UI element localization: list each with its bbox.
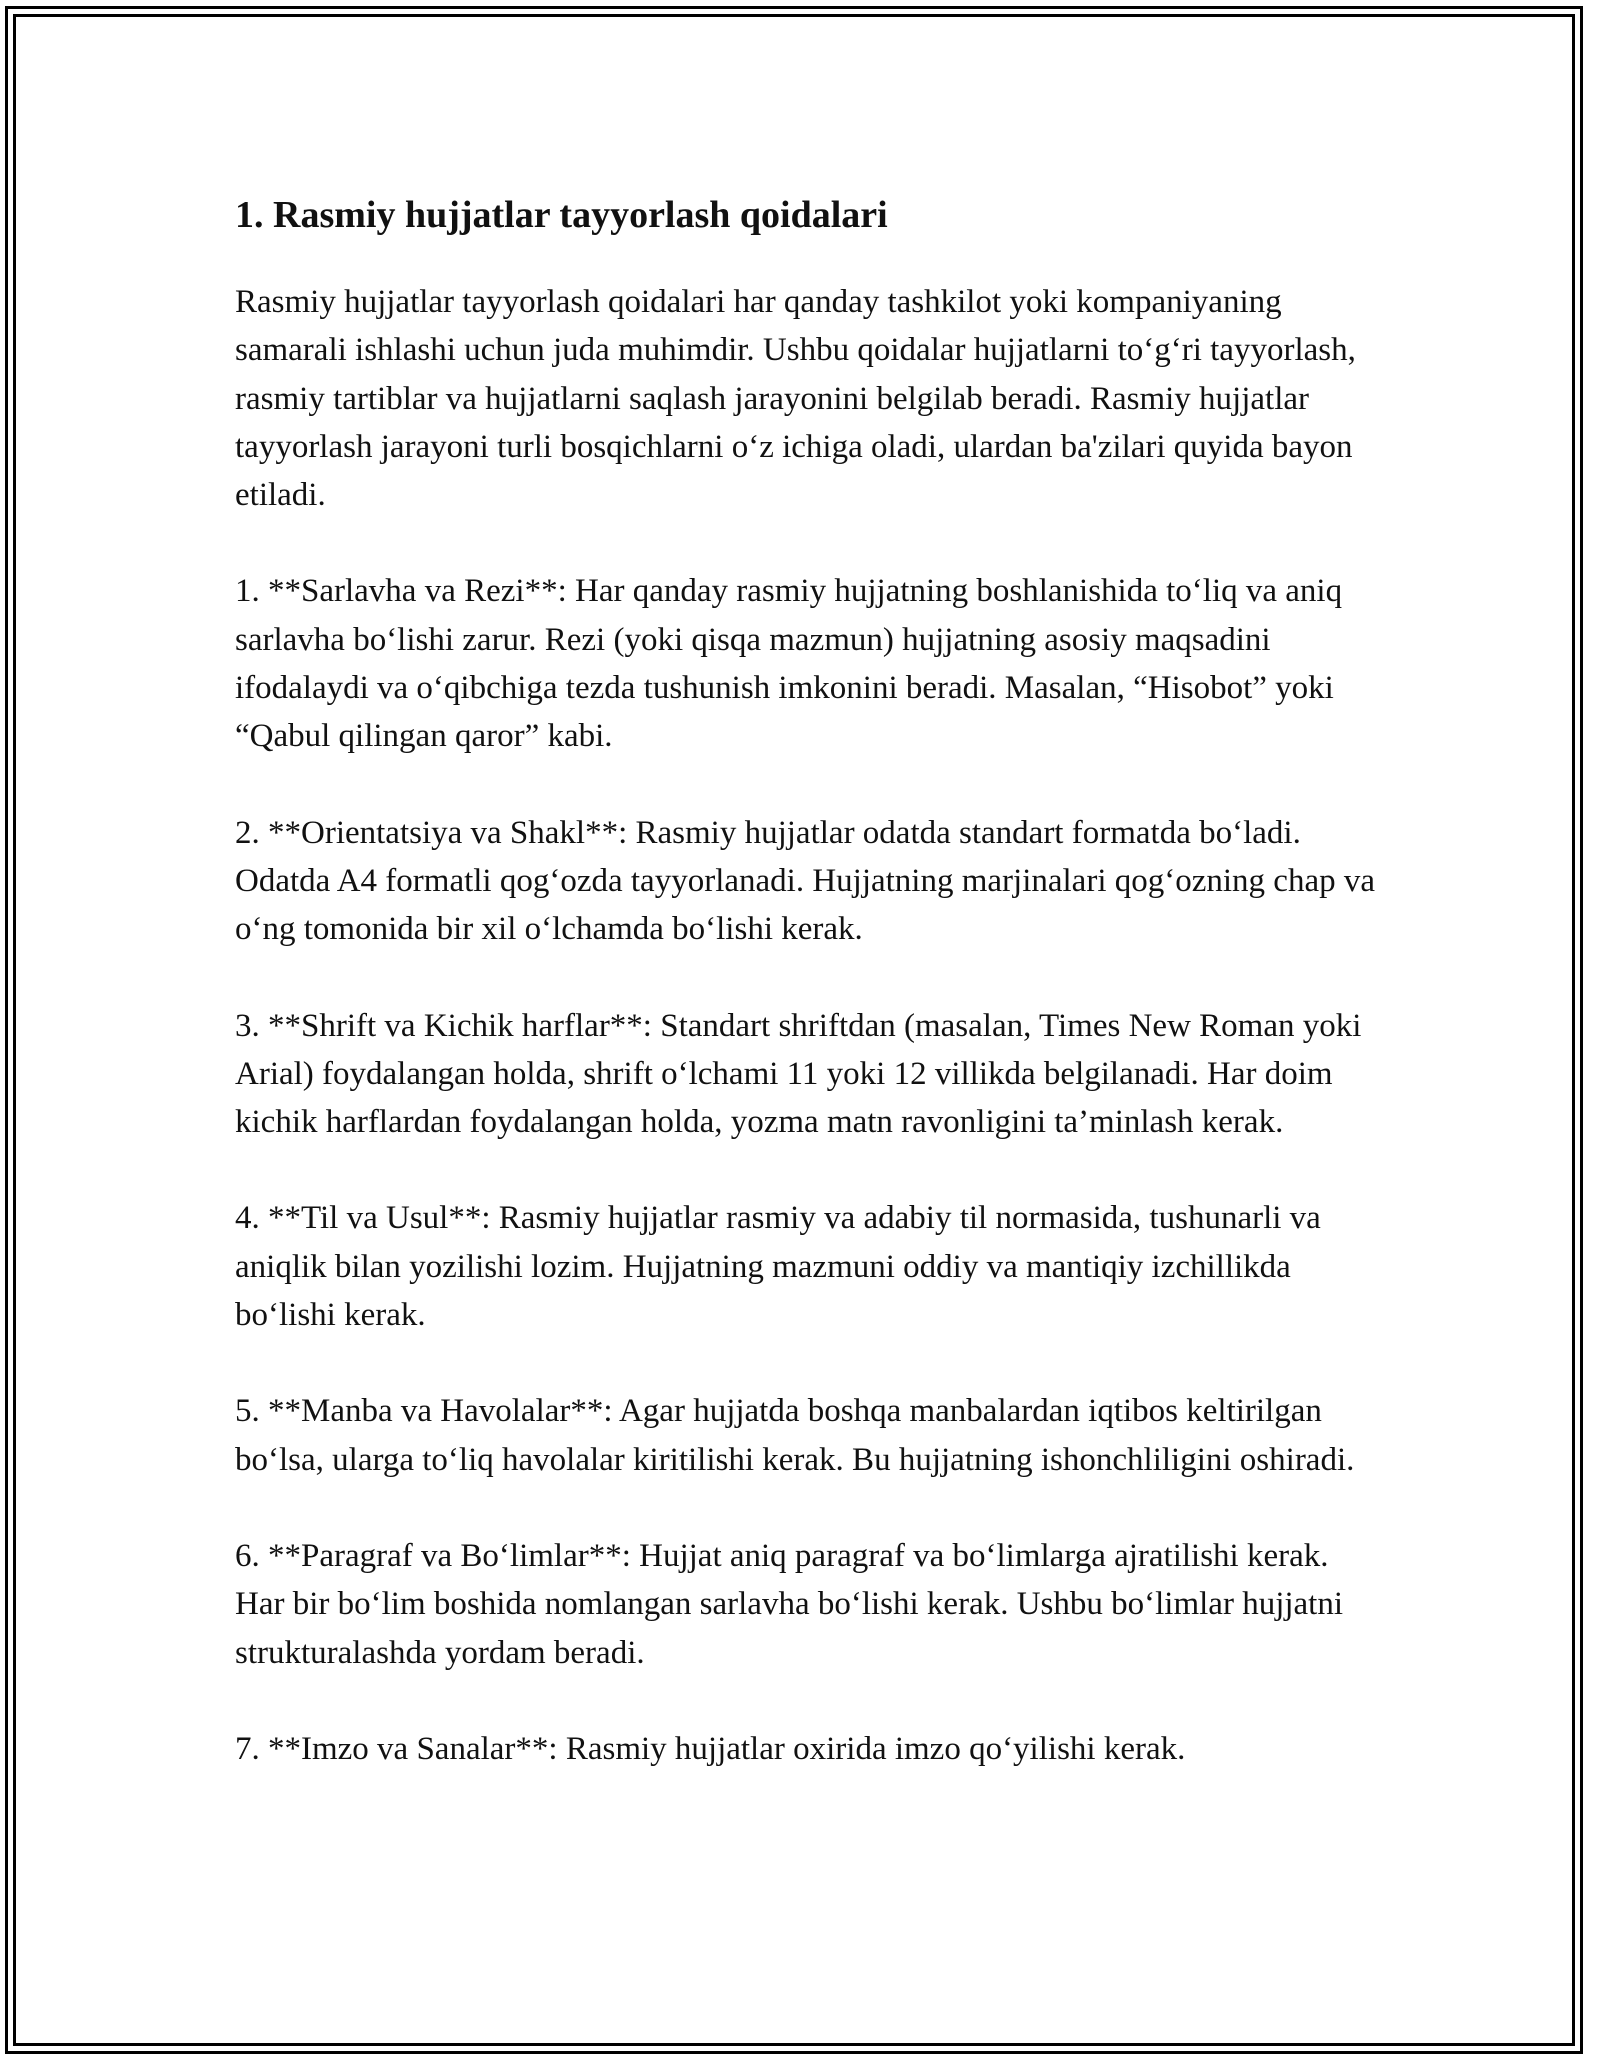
rule-paragraph-4: 4. **Til va Usul**: Rasmiy hujjatlar rasmiy va adabiy til normasida, tushunarli va aniqlik bilan yozilishi lozim. Hujjatning mazmuni oddiy va mantiqiy izchillikda bo‘lishi kerak. [235, 1200, 1321, 1334]
document-title: 1. Rasmiy hujjatlar tayyorlash qoidalari [235, 194, 888, 236]
rule-paragraph-3: 3. **Shrift va Kichik harflar**: Standart shriftdan (masalan, Times New Roman yoki Arial) foydalangan holda, shrift o‘lchami 11 yoki 12 villikda belgilanadi. Har doim kichik harflardan foydalangan holda, yozma matn ravonligini ta’minlash kerak. [235, 1007, 1362, 1141]
document-body [235, 186, 1375, 1821]
rule-paragraph-2: 2. **Orientatsiya va Shakl**: Rasmiy hujjatlar odatda standart formatda bo‘ladi. Odatda A4 formatli qog‘ozda tayyorlanadi. Hujjatning marjinalari qog‘ozning chap va o‘ng tomonida bir xil o‘lchamda bo‘lishi kerak. [235, 814, 1375, 948]
rule-paragraph-1: 1. **Sarlavha va Rezi**: Har qanday rasmiy hujjatning boshlanishida to‘liq va aniq sarlavha bo‘lishi zarur. Rezi (yoki qisqa mazmun) hujjatning asosiy maqsadini ifodalaydi va o‘qibchiga tezda tushunish imkonini beradi. Masalan, “Hisobot” yoki “Qabul qilingan qaror” kabi. [235, 573, 1343, 755]
intro-paragraph: Rasmiy hujjatlar tayyorlash qoidalari har qanday tashkilot yoki kompaniyaning samarali ishlashi uchun juda muhimdir. Ushbu qoidalar hujjatlarni to‘g‘ri tayyorlash, rasmiy tartiblar va hujjatlarni saqlash jarayonini belgilab beradi. Rasmiy hujjatlar tayyorlash jarayoni turli bosqichlarni o‘z ichiga oladi, ulardan ba'zilari quyida bayon etiladi. [235, 284, 1356, 514]
rule-paragraph-5: 5. **Manba va Havolalar**: Agar hujjatda boshqa manbalardan iqtibos keltirilgan bo‘lsa, ularga to‘liq havolalar kiritilishi kerak. Bu hujjatning ishonchliligini oshiradi. [235, 1393, 1355, 1478]
rule-paragraph-7: 7. **Imzo va Sanalar**: Rasmiy hujjatlar oxirida imzo qo‘yilishi kerak. [235, 1730, 1186, 1767]
rule-paragraph-6: 6. **Paragraf va Bo‘limlar**: Hujjat aniq paragraf va bo‘limlarga ajratilishi kerak. Har bir bo‘lim boshida nomlangan sarlavha bo‘lishi kerak. Ushbu bo‘limlar hujjatni strukturalashda yordam beradi. [235, 1537, 1344, 1671]
